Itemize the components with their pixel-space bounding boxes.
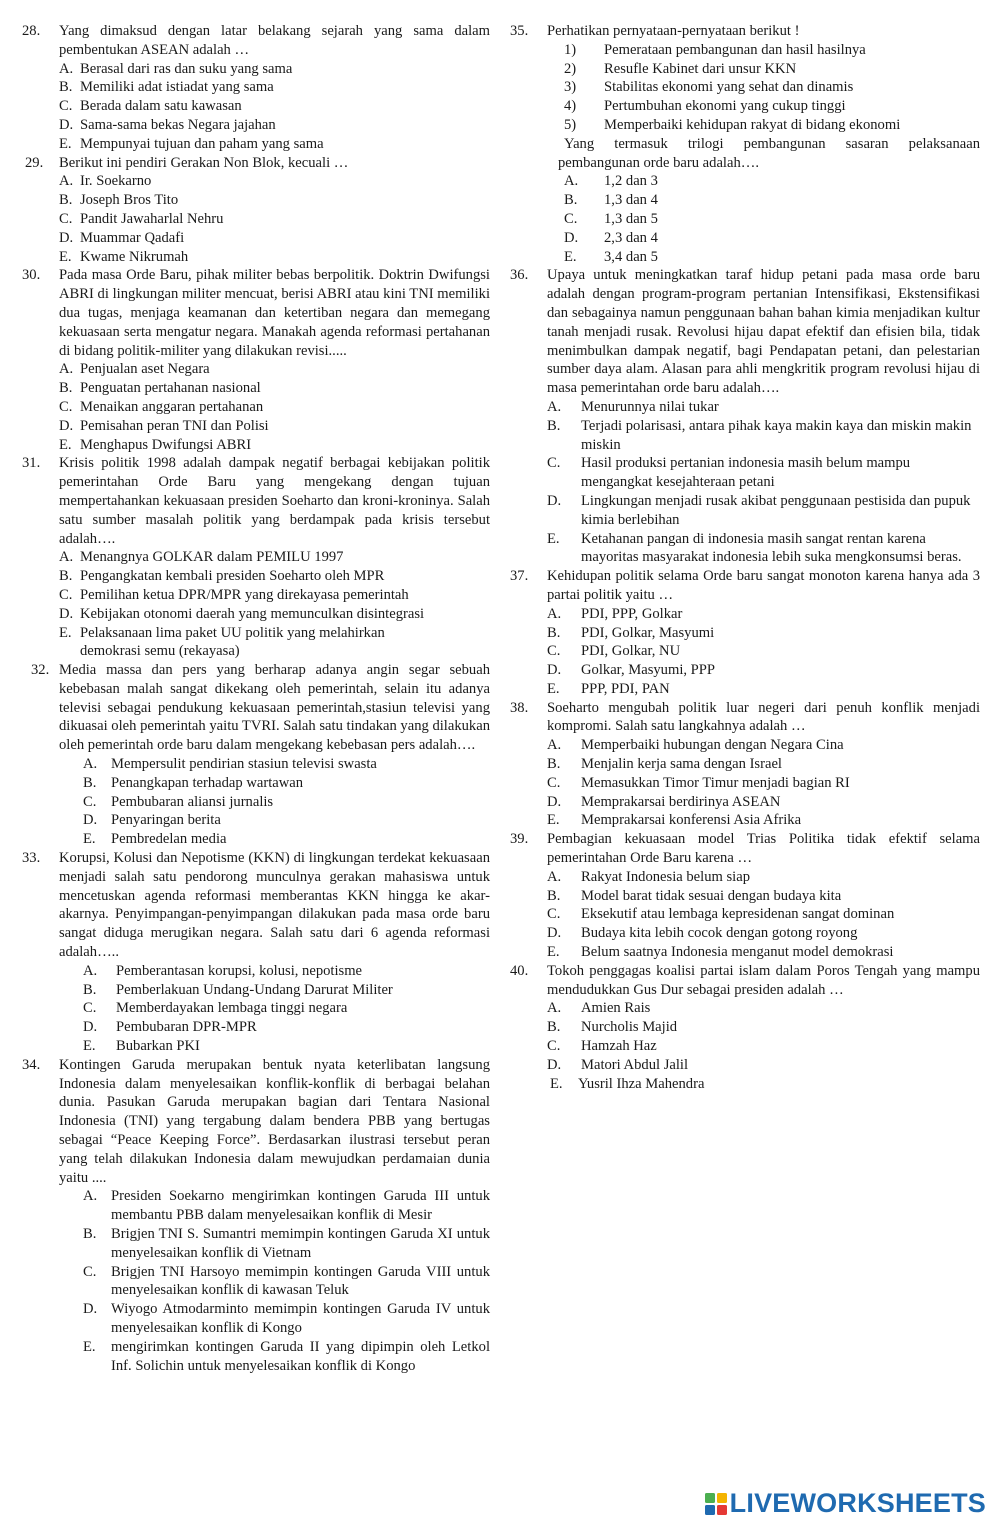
question-30 bbox=[22, 266, 490, 454]
option-b[interactable]: B. Model barat tidak sesuai dengan budaya kita bbox=[547, 887, 842, 904]
question-32 bbox=[22, 661, 490, 849]
question-38 bbox=[510, 699, 980, 831]
option-e[interactable]: E. Bubarkan PKI bbox=[83, 1038, 200, 1055]
option-a[interactable]: A. Memperbaiki hubungan dengan Negara Cina bbox=[547, 737, 844, 754]
question-text: Korupsi, Kolusi dan Nepotisme (KKN) di lingkungan terdekat kekuasaan menjadi salah satu pendorong munculnya gerakan mahasiswa untuk mencetuskan agenda reformasi memberantas KKN hingga ke akar-akarnya. Penyimpangan-penyimpangan dilakukan pada masa orde baru sangat diduga merugikan negara. Salah satu dari 6 agenda reformasi adalah….. bbox=[59, 850, 490, 961]
option-a[interactable]: A. Pemberantasan korupsi, kolusi, nepotisme bbox=[83, 962, 363, 979]
statement-item: 1) Pemerataan pembangunan dan hasil hasilnya bbox=[564, 41, 866, 58]
option-d[interactable]: D. Wiyogo Atmodarminto memimpin kontingen Garuda IV untuk menyelesaikan konflik di Kongo bbox=[83, 1301, 490, 1336]
question-number: 32. bbox=[31, 662, 50, 679]
statement-item: 5) Memperbaiki kehidupan rakyat di bidang ekonomi bbox=[564, 116, 901, 133]
option-c[interactable]: C. Pemilihan ketua DPR/MPR yang direkayasa pemerintah bbox=[59, 586, 409, 603]
option-e[interactable]: E. Kwame Nikrumah bbox=[59, 248, 189, 265]
option-d[interactable]: D. Kebijakan otonomi daerah yang memunculkan disintegrasi bbox=[59, 605, 425, 622]
question-39 bbox=[510, 830, 980, 962]
option-b[interactable]: B. Penangkapan terhadap wartawan bbox=[83, 774, 304, 791]
question-text: Krisis politik 1998 adalah dampak negatif berbagai kebijakan politik pemerintahan Orde Baru yang mengekang dengan tujuan mempertahankan kekuasaan presiden Soeharto dan kroni-kroninya. Salah satu sumber masalah politik yang berdampak pada krisis tersebut adalah…. bbox=[59, 455, 490, 547]
question-number: 34. bbox=[22, 1056, 41, 1073]
question-text: Berikut ini pendiri Gerakan Non Blok, kecuali … bbox=[59, 154, 349, 171]
question-text: Kehidupan politik selama Orde baru sangat monoton karena hanya ada 3 partai politik yaitu … bbox=[547, 568, 980, 603]
question-number: 40. bbox=[510, 962, 529, 979]
option-d[interactable]: D. Budaya kita lebih cocok dengan gotong royong bbox=[547, 925, 858, 942]
option-a[interactable]: A. Penjualan aset Negara bbox=[59, 361, 210, 378]
option-c[interactable]: C. Eksekutif atau lembaga kepresidenan sangat dominan bbox=[547, 906, 895, 923]
statement-item: 2) Resufle Kabinet dari unsur KKN bbox=[564, 60, 797, 77]
option-e[interactable]: E. mengirimkan kontingen Garuda II yang dipimpin oleh Letkol Inf. Solichin untuk menyelesaikan konflik di Kongo bbox=[83, 1338, 490, 1374]
option-e[interactable]: E. PPP, PDI, PAN bbox=[547, 680, 670, 697]
option-b[interactable]: B. Nurcholis Majid bbox=[547, 1019, 678, 1036]
option-d[interactable]: D. Golkar, Masyumi, PPP bbox=[547, 662, 716, 679]
option-b[interactable]: B. Terjadi polarisasi, antara pihak kaya makin kaya dan miskin makin miskin bbox=[547, 417, 972, 453]
option-e[interactable]: E. Memprakarsai konferensi Asia Afrika bbox=[547, 812, 802, 829]
question-number: 39. bbox=[510, 831, 529, 848]
question-text: Pembagian kekuasaan model Trias Politika tidak efektif selama pemerintahan Orde Baru karena … bbox=[547, 831, 980, 867]
option-e[interactable]: E. Yusril Ihza Mahendra bbox=[550, 1075, 705, 1092]
option-c[interactable]: C. 1,3 dan 5 bbox=[564, 210, 658, 227]
left-column bbox=[22, 22, 490, 1375]
question-number: 38. bbox=[510, 699, 529, 716]
option-a[interactable]: A. Menangnya GOLKAR dalam PEMILU 1997 bbox=[59, 549, 344, 566]
option-c[interactable]: C. Pandit Jawaharlal Nehru bbox=[59, 210, 224, 227]
question-text: Perhatikan pernyataan-pernyataan berikut ! bbox=[547, 23, 800, 39]
question-37 bbox=[510, 567, 980, 699]
option-c[interactable]: C. Menaikan anggaran pertahanan bbox=[59, 398, 264, 415]
option-d[interactable]: D. Memprakarsai berdirinya ASEAN bbox=[547, 793, 781, 810]
option-d[interactable]: D. Muammar Qadafi bbox=[59, 229, 185, 246]
question-29 bbox=[22, 154, 490, 267]
question-text: Upaya untuk meningkatkan taraf hidup petani pada masa orde baru adalah dengan program-program pertanian Intensifikasi, Ekstensifikasi dan sebagainya namun penggunaan bahan bahan kimia menjadikan kultur tanah menjadi rusak. Revolusi hijau dapat efektif dan efisien bila, tidak menimbulkan dampak negatif, bagi Pendapatan petani, dan pelestarian sumber daya alam. Alasan para ahli mengkritik program revolusi hijau di masa pemerintahan orde baru adalah…. bbox=[547, 267, 980, 397]
option-a[interactable]: A. Menurunnya nilai tukar bbox=[547, 398, 719, 415]
option-d[interactable]: D. Pemisahan peran TNI dan Polisi bbox=[59, 417, 269, 434]
option-b[interactable]: B. Pengangkatan kembali presiden Soeharto oleh MPR bbox=[59, 568, 385, 585]
question-text: Yang dimaksud dengan latar belakang sejarah yang sama dalam pembentukan ASEAN adalah … bbox=[59, 23, 490, 58]
option-c[interactable]: C. Memasukkan Timor Timur menjadi bagian RI bbox=[547, 774, 850, 791]
option-a[interactable]: A. Berasal dari ras dan suku yang sama bbox=[59, 60, 293, 77]
option-a[interactable]: A. Amien Rais bbox=[547, 1000, 651, 1017]
option-d[interactable]: D. 2,3 dan 4 bbox=[564, 229, 658, 246]
option-b[interactable]: B. Memiliki adat istiadat yang sama bbox=[59, 79, 274, 96]
option-c[interactable]: C. Memberdayakan lembaga tinggi negara bbox=[83, 1000, 348, 1017]
option-c[interactable]: C. PDI, Golkar, NU bbox=[547, 643, 681, 660]
option-d[interactable]: D. Sama-sama bekas Negara jajahan bbox=[59, 116, 276, 133]
option-d[interactable]: D. Pembubaran DPR-MPR bbox=[83, 1019, 257, 1036]
option-a[interactable]: A. Mempersulit pendirian stasiun televisi swasta bbox=[83, 756, 377, 773]
option-d[interactable]: D. Matori Abdul Jalil bbox=[547, 1056, 689, 1073]
option-c[interactable]: C. Hamzah Haz bbox=[547, 1038, 657, 1055]
brand-name: LIVEWORKSHEETS bbox=[729, 1488, 986, 1518]
option-e[interactable]: E. Pelaksanaan lima paket UU politik yang melahirkan demokrasi semu (rekayasa) bbox=[59, 624, 385, 660]
right-column bbox=[510, 22, 980, 1093]
question-36 bbox=[510, 266, 980, 567]
option-b[interactable]: B. Joseph Bros Tito bbox=[59, 192, 179, 209]
option-c[interactable]: C. Hasil produksi pertanian indonesia masih belum mampu mengangkat kesejahteraan petani bbox=[547, 455, 911, 491]
option-a[interactable]: A. Ir. Soekarno bbox=[59, 173, 152, 190]
option-b[interactable]: B. Brigjen TNI S. Sumantri memimpin kontingen Garuda XI untuk menyelesaikan konflik di Vietnam bbox=[83, 1226, 490, 1261]
option-a[interactable]: A. 1,2 dan 3 bbox=[564, 173, 658, 190]
question-number: 30. bbox=[22, 267, 41, 284]
question-text: Kontingen Garuda merupakan bentuk nyata keterlibatan langsung Indonesia dalam menyelesaikan konflik-konflik di berbagai belahan dunia. Pasukan Garuda merupakan bagian dari Tentara Nasional Indonesia (TNI) yang tergabung dalam bendera PBB yang bertugas sebagai “Peace Keeping Force”. Berdasarkan ilustrasi tersebut peran yang telah dilakukan Indonesia dalam mewujudkan perdamaian dunia yaitu .... bbox=[59, 1056, 490, 1186]
question-35 bbox=[510, 22, 980, 266]
question-text: Tokoh penggagas koalisi partai islam dalam Poros Tengah yang mampu mendudukkan Gus Dur sebagai presiden adalah … bbox=[547, 962, 980, 998]
option-a[interactable]: A. Rakyat Indonesia belum siap bbox=[547, 868, 751, 885]
option-b[interactable]: B. Menjalin kerja sama dengan Israel bbox=[547, 756, 782, 773]
option-c[interactable]: C. Berada dalam satu kawasan bbox=[59, 98, 242, 115]
option-b[interactable]: B. PDI, Golkar, Masyumi bbox=[547, 624, 715, 641]
question-28 bbox=[22, 22, 490, 154]
question-text: Pada masa Orde Baru, pihak militer bebas berpolitik. Doktrin Dwifungsi ABRI di lingkungan militer mencuat, berisi ABRI atau kini TNI memiliki dua tugas, menjaga keamanan dan ketertiban negara dan memegang kekuasaan serta mengatur negara. Manakah agenda reformasi pertahanan di bidang politik-militer yang dilakukan revisi..... bbox=[59, 267, 490, 359]
question-31 bbox=[22, 454, 490, 661]
liveworksheets-logo-icon bbox=[705, 1493, 727, 1515]
option-e[interactable]: E. Pembredelan media bbox=[83, 831, 227, 848]
option-e[interactable]: E. Ketahanan pangan di indonesia masih sangat rentan karena mayoritas masyarakat indonesia lebih suka mengkonsumsi beras. bbox=[547, 530, 962, 566]
option-c[interactable]: C. Pembubaran aliansi jurnalis bbox=[83, 793, 274, 810]
option-e[interactable]: E. 3,4 dan 5 bbox=[564, 248, 658, 265]
statement-list bbox=[510, 41, 980, 135]
option-a[interactable]: A. PDI, PPP, Golkar bbox=[547, 605, 683, 622]
option-b[interactable]: B. Penguatan pertahanan nasional bbox=[59, 380, 261, 397]
option-c[interactable]: C. Brigjen TNI Harsoyo memimpin kontingen Garuda VIII untuk menyelesaikan konflik di kawasan Teluk bbox=[83, 1263, 490, 1299]
option-b[interactable]: B. 1,3 dan 4 bbox=[564, 192, 658, 209]
question-number: 28. bbox=[22, 23, 41, 39]
question-text: Media massa dan pers yang berharap adanya angin segar sebuah kebebasan malah sangat dikekang oleh pemerintah, selain itu adanya televisi sebagai pendukung kekuasaan pemerintah,stasiun televisi yang dikuasai oleh pemerintah yaitu TVRI. Salah satu tindakan yang dilakukan oleh pemerintah orde baru dalam mengekang kebebasan pers adalah…. bbox=[59, 662, 490, 754]
question-number: 37. bbox=[510, 568, 529, 585]
liveworksheets-brand[interactable] bbox=[705, 1488, 986, 1519]
option-e[interactable]: E. Belum saatnya Indonesia menganut model demokrasi bbox=[547, 944, 894, 961]
question-34 bbox=[22, 1056, 490, 1376]
question-number: 36. bbox=[510, 267, 529, 284]
question-number: 31. bbox=[22, 455, 41, 472]
question-number: 35. bbox=[510, 23, 529, 39]
option-b[interactable]: B. Pemberlakuan Undang-Undang Darurat Militer bbox=[83, 981, 393, 998]
statement-item: 3) Stabilitas ekonomi yang sehat dan dinamis bbox=[564, 79, 854, 96]
question-40 bbox=[510, 962, 980, 1094]
option-a[interactable]: A. Presiden Soekarno mengirimkan kontingen Garuda III untuk membantu PBB dalam menyelesaikan konflik di Mesir bbox=[83, 1188, 490, 1224]
question-prompt: Yang termasuk trilogi pembangunan sasaran pelaksanaan pembangunan orde baru adalah…. bbox=[558, 135, 980, 171]
question-number: 33. bbox=[22, 850, 41, 867]
statement-item: 4) Pertumbuhan ekonomi yang cukup tinggi bbox=[564, 98, 846, 115]
option-e[interactable]: E. Mempunyai tujuan dan paham yang sama bbox=[59, 135, 324, 152]
option-d[interactable]: D. Lingkungan menjadi rusak akibat penggunaan pestisida dan pupuk kimia berlebihan bbox=[547, 492, 971, 528]
question-number: 29. bbox=[25, 154, 44, 171]
question-33 bbox=[22, 849, 490, 1056]
option-e[interactable]: E. Menghapus Dwifungsi ABRI bbox=[59, 436, 252, 453]
option-d[interactable]: D. Penyaringan berita bbox=[83, 812, 221, 829]
question-text: Soeharto mengubah politik luar negeri dari penuh konflik menjadi kompromi. Salah satu langkahnya adalah … bbox=[547, 699, 980, 735]
